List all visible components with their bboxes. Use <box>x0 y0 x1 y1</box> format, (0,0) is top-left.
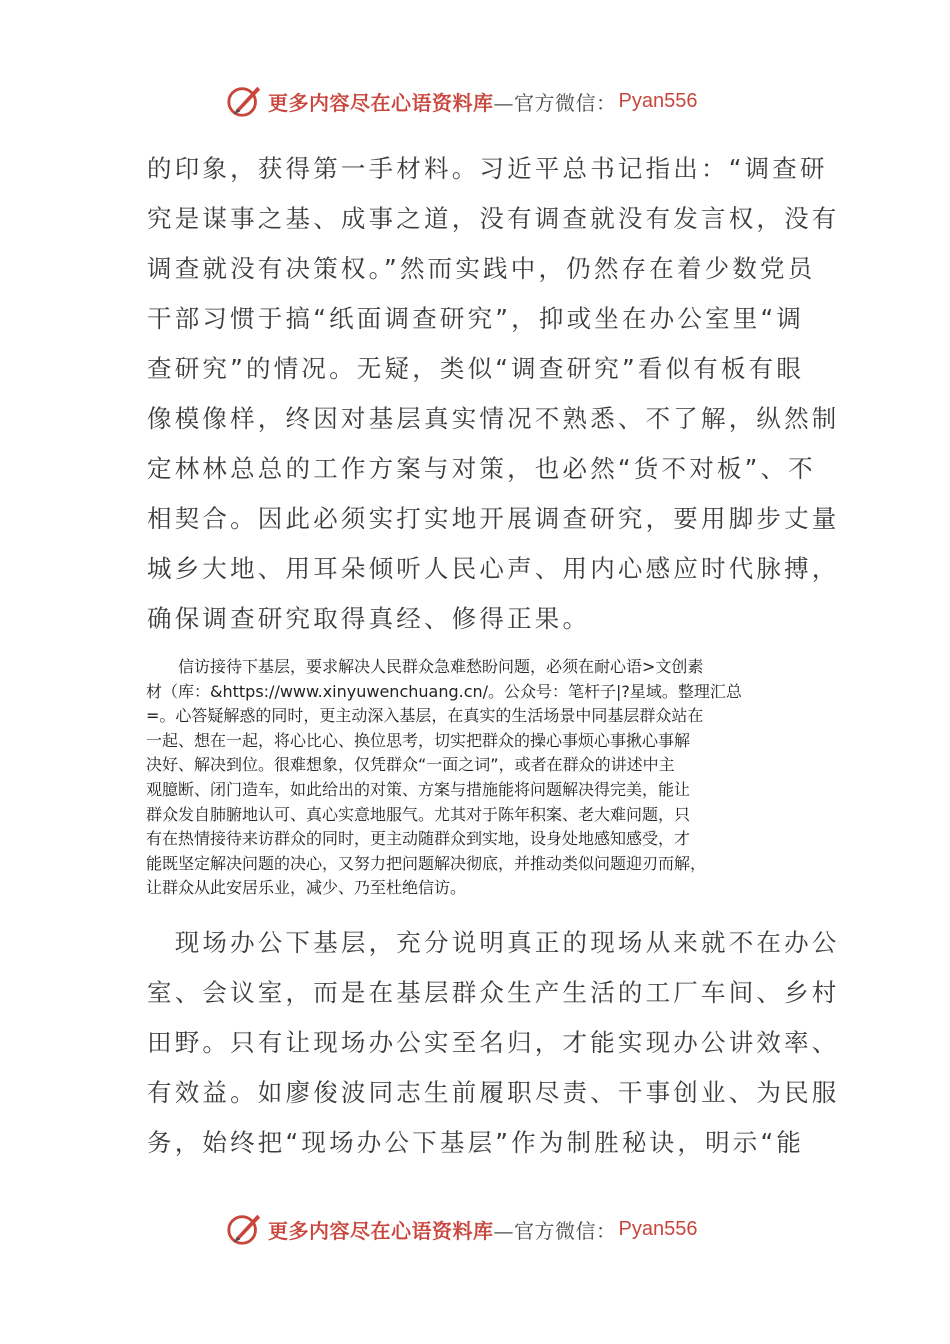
body-line: 究是谋事之基、成事之道，没有调查就没有发言权，没有 <box>147 204 840 233</box>
body-line: 的印象，获得第一手材料。习近平总书记指出：“调查研 <box>147 154 828 183</box>
banner-wechat-id: Pyan556 <box>618 89 698 112</box>
body-line: 城乡大地、用耳朵倾听人民心声、用内心感应时代脉搏， <box>147 554 840 583</box>
footer-banner <box>226 1206 746 1252</box>
body-line: 确保调查研究取得真经、修得正果。 <box>147 604 591 633</box>
small-line: 决好、解决到位。很难想象，仅凭群众“一面之词”，或者在群众的讲述中主 <box>146 755 675 775</box>
quill-logo-icon <box>226 82 264 120</box>
banner-title: 更多内容尽在心语资料库 <box>268 90 494 115</box>
body-line: 务，始终把“现场办公下基层”作为制胜秘诀，明示“能 <box>147 1128 805 1157</box>
body-line: 像模像样，终因对基层真实情况不熟悉、不了解，纵然制 <box>147 404 840 433</box>
small-line: 让群众从此安居乐业，减少、乃至杜绝信访。 <box>146 878 467 898</box>
small-line: 有在热情接待来访群众的同时，更主动随群众到实地，设身处地感知感受，才 <box>146 829 691 849</box>
body-line: 室、会议室，而是在基层群众生产生活的工厂车间、乡村 <box>147 978 840 1007</box>
small-line: 观臆断、闭门造车，如此给出的对策、方案与措施能将问题解决得完美，能让 <box>146 779 691 799</box>
small-line: 群众发自肺腑地认可、真心实意地服气。尤其对于陈年积案、老大难问题，只 <box>146 804 691 824</box>
banner-subtitle: —官方微信： <box>493 90 617 115</box>
body-line: 调查就没有决策权。”然而实践中，仍然存在着少数党员 <box>147 254 816 283</box>
body-line: 现场办公下基层，充分说明真正的现场从来就不在办公 <box>147 928 840 957</box>
banner-title: 更多内容尽在心语资料库 <box>268 1218 494 1243</box>
body-line: 定林林总总的工作方案与对策，也必然“货不对板”、不 <box>147 454 816 483</box>
banner-subtitle: —官方微信： <box>493 1218 617 1243</box>
quill-logo-icon <box>226 1210 264 1248</box>
small-line: 信访接待下基层，要求解决人民群众急难愁盼问题，必须在耐心语>文创素 <box>146 657 704 676</box>
banner-wechat-id: Pyan556 <box>618 1217 698 1240</box>
small-line: 能既坚定解决问题的决心，又努力把问题解决彻底，并推动类似问题迎刃而解， <box>146 853 707 873</box>
header-banner <box>226 78 746 124</box>
body-line: 相契合。因此必须实打实地开展调查研究，要用脚步丈量 <box>147 504 840 533</box>
body-line: 查研究”的情况。无疑，类似“调查研究”看似有板有眼 <box>147 354 805 383</box>
body-line: 田野。只有让现场办公实至名归，才能实现办公讲效率、 <box>147 1028 840 1057</box>
small-line: =。心答疑解惑的同时，更主动深入基层，在真实的生活场景中同基层群众站在 <box>146 706 704 726</box>
body-line: 干部习惯于搞“纸面调查研究”，抑或坐在办公室里“调 <box>147 304 805 333</box>
small-paragraph <box>146 655 822 901</box>
small-line: 材（库：&https://www.xinyuwenchuang.cn/。公众号：笔杆子|?星域。整理汇总 <box>146 681 742 701</box>
body-line: 有效益。如廖俊波同志生前履职尽责、干事创业、为民服 <box>147 1078 840 1107</box>
small-line: 一起、想在一起，将心比心、换位思考，切实把群众的操心事烦心事揪心事解 <box>146 730 691 750</box>
